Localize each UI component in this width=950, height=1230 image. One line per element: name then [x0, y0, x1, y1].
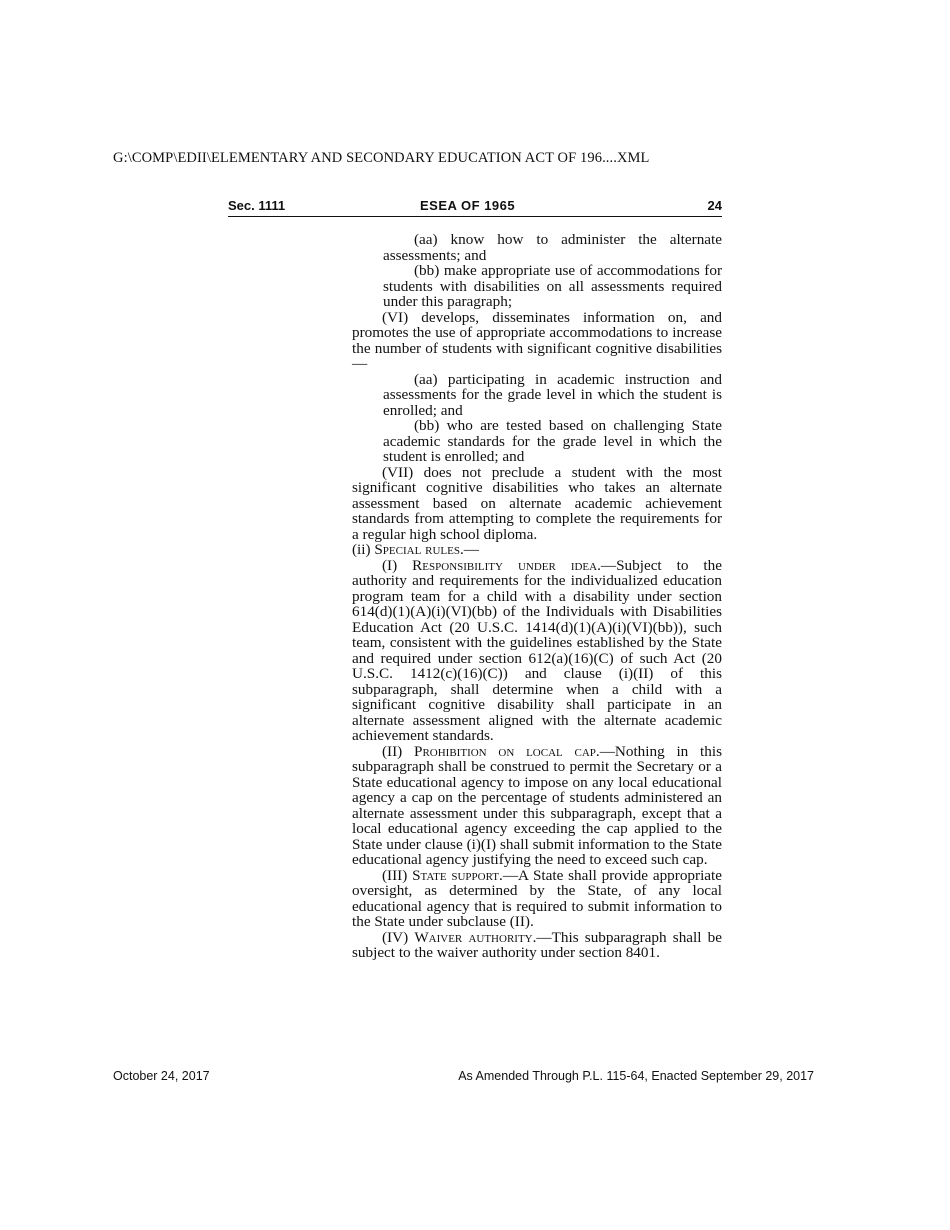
- p10-prefix: (III): [382, 866, 413, 884]
- header-title: ESEA OF 1965: [420, 198, 516, 213]
- p9-prefix: (II): [382, 742, 415, 760]
- p8-body: .—Subject to the authority and requirements for the individualized education program team for a child with a disability under section 614(d)(1)(A)(i)(VI)(bb) of the Individuals with Disabilities Education Act (20 U.S.C. 1414(d)(1)(A)(i)(VI)(bb)), such team, consistent with the guidelines established by the State and required under section 612(a)(16)(C) of such Act (20 U.S.C. 1412(c)(16)(C)) and clause (i)(II) of this subparagraph, shall determine when a child with a significant cognitive disability shall participate in an alternate assessment aligned with the alternate academic achievement standards.: [352, 556, 722, 744]
- p10-body: .—A State shall provide appropriate oversight, as determined by the State, of any local educational agency that is required to submit information to the State under subclause (II).: [352, 866, 722, 930]
- paragraph-vi: (VI) develops, disseminates information on, and promotes the use of appropriate accommodations to increase the number of students with significant cognitive disabilities—: [352, 308, 722, 372]
- p7-prefix: (ii): [352, 541, 375, 558]
- footer-date: October 24, 2017: [113, 1069, 210, 1083]
- paragraph-ii-prohibition: [352, 744, 722, 868]
- p11-prefix: (IV): [382, 928, 415, 946]
- paragraph-i-responsibility: [352, 558, 722, 744]
- header-page-number: 24: [707, 198, 722, 213]
- p11-heading: Waiver authority: [414, 928, 533, 946]
- header-section: Sec. 1111: [228, 198, 286, 213]
- paragraph-aa-participating: (aa) participating in academic instruction and assessments for the grade level in which the student is enrolled; and: [383, 370, 722, 419]
- p8-prefix: (I): [382, 556, 413, 574]
- p8-heading: Responsibility under idea: [412, 556, 598, 574]
- paragraph-aa-administer: (aa) know how to administer the alternate assessments; and: [383, 231, 722, 264]
- running-header: [228, 197, 722, 217]
- p10-heading: State support: [412, 866, 500, 884]
- paragraph-iv-waiver: [352, 930, 722, 961]
- p9-heading: Prohibition on local cap: [414, 742, 596, 760]
- p7-suffix: .—: [459, 541, 479, 558]
- footer-amended-note: As Amended Through P.L. 115-64, Enacted September 29, 2017: [458, 1069, 814, 1083]
- paragraph-bb-tested: (bb) who are tested based on challenging State academic standards for the grade level in which the student is enrolled; and: [383, 417, 722, 465]
- paragraph-iii-state-support: [352, 868, 722, 930]
- statute-text: [352, 232, 722, 961]
- p9-body: .—Nothing in this subparagraph shall be construed to permit the Secretary or a State educational agency to impose on any local educational agency a cap on the percentage of students administered an alternate assessment under this subparagraph, except that a local educational agency exceeding the cap applied to the State under clause (i)(I) shall submit information to the State educational agency justifying the need to exceed such cap.: [352, 742, 722, 868]
- file-path: G:\COMP\EDII\ELEMENTARY AND SECONDARY EDUCATION ACT OF 196....XML: [113, 150, 650, 166]
- p7-heading: Special rules: [374, 541, 460, 558]
- p11-body: .—This subparagraph shall be subject to the waiver authority under section 8401.: [352, 928, 722, 961]
- paragraph-vii: (VII) does not preclude a student with the most significant cognitive disabilities who takes an alternate assessment based on alternate academic achievement standards from attempting to complete the requirements for a regular high school diploma.: [352, 463, 722, 543]
- paragraph-ii-special-rules: [352, 542, 722, 558]
- paragraph-bb-accommodations: (bb) make appropriate use of accommodations for students with disabilities on all assessments required under this paragraph;: [383, 262, 722, 310]
